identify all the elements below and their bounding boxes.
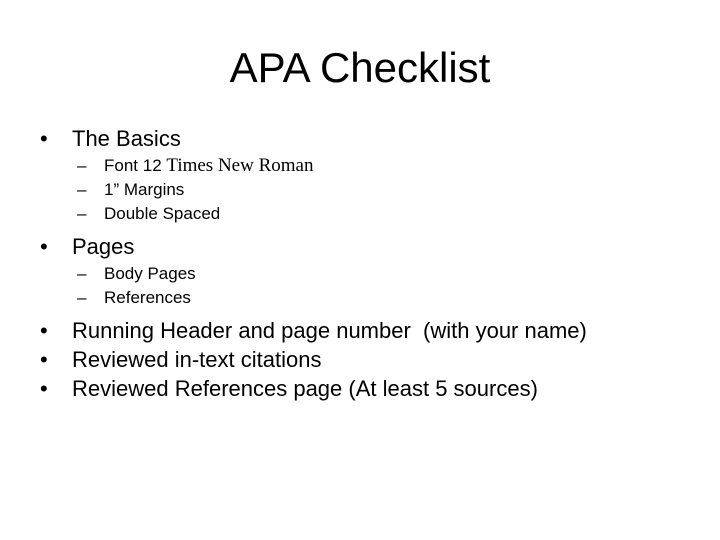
font-name-text: Times New Roman <box>166 155 314 176</box>
sub-item-label: 1” Margins <box>104 180 185 199</box>
bullet-label: Running Header and page number (with your name) <box>72 318 587 343</box>
dash-marker: – <box>77 156 87 175</box>
bullet-label: Reviewed References page (At least 5 sources) <box>72 376 538 401</box>
bullet-item <box>40 345 700 374</box>
bullet-marker: • <box>40 126 48 151</box>
sub-item <box>40 286 700 310</box>
slide-body <box>40 124 700 403</box>
bullet-label: Pages <box>72 234 135 259</box>
bullet-label: Reviewed in-text citations <box>72 347 322 372</box>
sub-item-label: Double Spaced <box>104 204 221 223</box>
bullet-marker: • <box>40 347 48 372</box>
bullet-item <box>40 316 700 345</box>
sub-item <box>40 178 700 202</box>
bullet-item <box>40 374 700 403</box>
dash-marker: – <box>77 264 87 283</box>
sub-item <box>40 262 700 286</box>
dash-marker: – <box>77 288 87 307</box>
bullet-marker: • <box>40 318 48 343</box>
bullet-item <box>40 232 700 261</box>
sub-item <box>40 202 700 226</box>
sub-item-label: Body Pages <box>104 264 196 283</box>
bullet-label: The Basics <box>72 126 181 151</box>
slide-title: APA Checklist <box>229 44 491 91</box>
dash-marker: – <box>77 204 87 223</box>
bullet-marker: • <box>40 376 48 401</box>
sub-item-label: References <box>104 288 191 307</box>
sub-item <box>40 154 700 178</box>
sub-list <box>40 154 700 226</box>
dash-marker: – <box>77 180 87 199</box>
sub-item-label: Font 12 <box>104 156 167 175</box>
bullet-item <box>40 124 700 153</box>
sub-list <box>40 262 700 310</box>
bullet-marker: • <box>40 234 48 259</box>
